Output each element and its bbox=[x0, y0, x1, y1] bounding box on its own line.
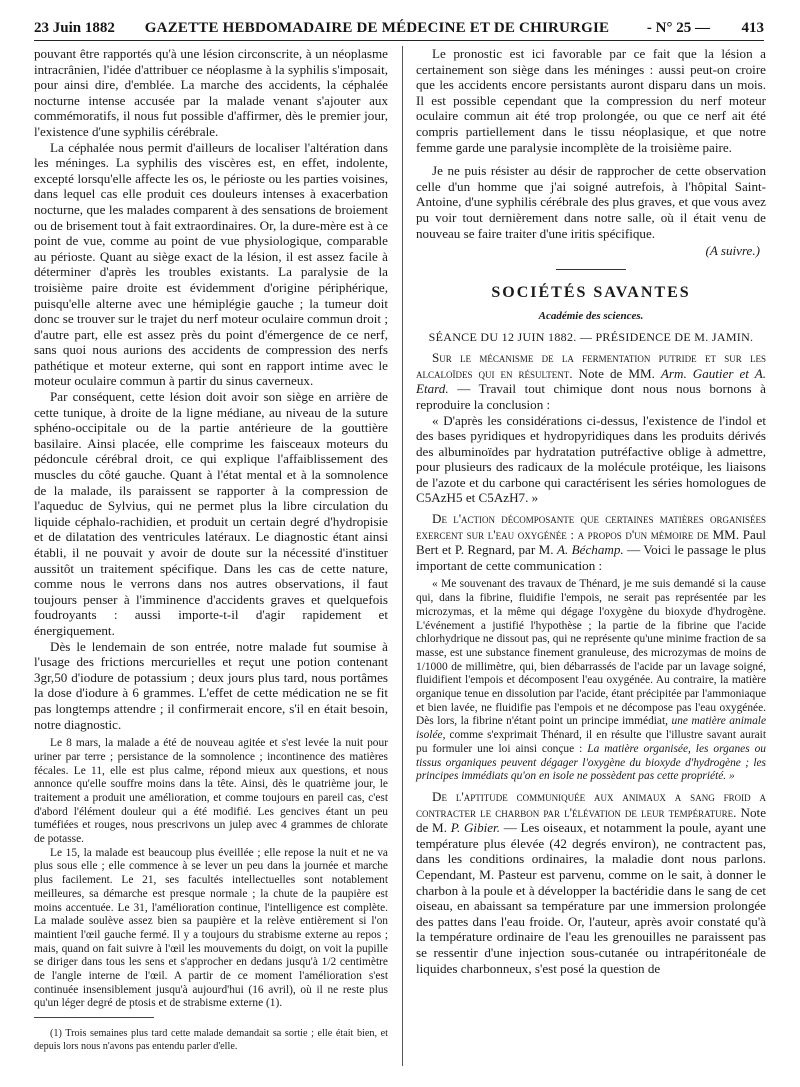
header-title: GAZETTE HEBDOMADAIRE DE MÉDECINE ET DE CHIRURGIE bbox=[144, 19, 610, 36]
to-be-continued: (A suivre.) bbox=[705, 243, 760, 259]
article-body: — Travail tout chimique dont nous nous bornons à reproduire la conclusion : bbox=[416, 381, 766, 412]
paragraph: Je ne puis résister au désir de rapprocher de cette observation celle d'un homme que j'ai soigné autrefois, à l'hôpital Saint-Antoine, d'une syphilis cérébrale des plus graves, et que vous avez pu voir tout dernièrement dans notre salle, où il était venu de nouveau se faire traiter d'une iritis spécifique. bbox=[416, 163, 766, 241]
left-column bbox=[34, 46, 388, 1053]
article-heading: Sur le mécanisme de la fermentation putride et sur les alcaloïdes qui en résultent. bbox=[416, 350, 766, 381]
article-author: P. Gibier. bbox=[450, 820, 500, 836]
session-line: SÉANCE DU 12 JUIN 1882. — PRÉSIDENCE DE M. JAMIN. bbox=[428, 330, 754, 345]
quote-emphasis: une matière animale isolée, bbox=[416, 715, 767, 742]
paragraph: Le pronostic est ici favorable par ce fait que la lésion a certainement son siège dans les méninges : aussi peut-on croire que les accidents encore persistants auront disparu dans un mois. Il est possible cependant que la compression du nerf moteur oculaire commun ait été trop prolongée, ou que ce nerf ait été compris partiellement dans le tissu néoplasique, et que notre femme garde une paralysie incomplète de la troisième paire. bbox=[416, 46, 766, 155]
running-header bbox=[34, 16, 764, 40]
article-body: — Voici le passage le plus important de cette communication : bbox=[416, 542, 766, 573]
article-oxygenated-water bbox=[416, 511, 766, 573]
column-divider bbox=[402, 46, 403, 1066]
header-issue-number: - N° 25 — bbox=[646, 19, 710, 36]
footnote-rule bbox=[34, 1017, 154, 1018]
header-rule bbox=[34, 40, 764, 41]
paragraph: Par conséquent, cette lésion doit avoir son siège en arrière de cette tunique, à droite de la ligne médiane, au niveau de la suture sphéno-occipitale ou de la partie antérieure de la gouttière basilaire. Ainsi placée, elle comprime les faisceaux moteurs du pédoncule cérébral droit, ce qui explique l'affaiblissement des muscles du côté gauche. Quant à l'état mental et à la somnolence de la malade, ils paraissent se rapporter à la compression de l'aqueduc de Sylvius, qui ne permet plus la libre circulation du liquide céphalo-rachidien, et produit un certain degré d'hydropisie et de dilatation des ventricules latéraux. Le diagnostic étant ainsi établi, il ne pouvait y avoir de doute sur la nécessité d'instituer aussitôt un traitement spécifique. Dans les cas de cette nature, comme nous le verrons dans nos autres observations, il faut toujours penser à l'imminence d'accidents graves et quelquefois foudroyants : aussi importe-t-il d'agir rapidement et énergiquement. bbox=[34, 389, 388, 638]
article-heading: De l'action décomposante que certaines matières organisées exercent sur l'eau oxygénée : a propos d'un mémoire de MM. bbox=[416, 511, 766, 542]
article-anthrax bbox=[416, 789, 766, 976]
paragraph: pouvant être rapportés qu'à une lésion circonscrite, à un néoplasme intracrânien, l'idée d'attribuer ce néoplasme à la syphilis s'imposait, pour ainsi dire, d'emblée. La marche des accidents, la céphalée nocturne intense accusée par la malade venant s'ajouter aux commémoratifs, il nous fut possible d'affirmer, dès le premier jour, l'existence d'une syphilis cérébrale. bbox=[34, 46, 388, 139]
paragraph: Le 8 mars, la malade a été de nouveau agitée et s'est levée la nuit pour uriner par terre ; persistance de la somnolence ; incontinence des matières fécales. Le 11, elle est plus calme, répond mieux aux questions, et nous annonce qu'elle souffre moins dans la tête. Ainsi, dès le quatrième jour, le traitement a produit une amélioration, et comme toujours en pareil cas, c'est d'abord l'élément douleur qui a été modifié. Les gencives étant un peu tuméfiées et rouges, nous prescrivons un julep avec 4 grammes de chlorate de potasse. bbox=[34, 737, 388, 846]
quote-text: « Me souvenant des travaux de Thénard, je me suis demandé si la cause qui, dans la fibrine, fluidifie l'empois, ne serait pas représentée par les microzymas, et la même qui dégage l'oxygène du bioxyde d'hydrogène. L'événement a justifié l'hypothèse ; la partie de la fibrine que l'acide chlorhydrique ne dissout pas, qui ne représente qu'une minime fraction de sa masse, est une substance finement granuleuse, des microzymas de moins de 1/1000 de millimètre, qui, bien débarrassés de l'acide par un lavage soigné, fluidifient l'empois et décomposent l'eau oxygénée. Au contraire, la matière organique tenue en dissolution par l'acide, étant précipitée par l'ammoniaque et bien lavée, ne fluidifie pas l'empois et ne décompose pas l'eau oxygénée. Dès lors, la fibrine n'étant point un principe immédiat, bbox=[416, 578, 766, 728]
article-authors: Arm. Gautier et A. Etard. bbox=[416, 365, 766, 397]
quote-emphasis: La matière organisée, les organes ou tissus organiques peuvent dégager l'oxygène du bioxyde d'hydrogène ; les principes immédiats qu'on en isole ne possèdent pas cette propriété. » bbox=[416, 742, 767, 783]
article-author: A. Béchamp. bbox=[556, 542, 624, 558]
header-date: 23 Juin 1882 bbox=[34, 19, 115, 36]
quote-text: comme s'exprimait Thénard, il en résulte que l'illustre savant aurait pu formuler une loi ainsi conçue : bbox=[416, 729, 766, 755]
section-rule bbox=[556, 269, 626, 270]
header-page-number: 413 bbox=[741, 19, 764, 36]
note-label: Note de MM. bbox=[578, 365, 655, 381]
section-subtitle: Académie des sciences. bbox=[538, 310, 644, 323]
footnote: (1) Trois semaines plus tard cette malade demandait sa sortie ; elle était bien, et depuis lors nous n'avons pas entendu parler d'elle. bbox=[34, 1028, 388, 1052]
section-title: SOCIÉTÉS SAVANTES bbox=[491, 284, 691, 302]
article-body: — Les oiseaux, et notamment la poule, ayant une température plus élevée (42 degrés environ), ne contractent pas, dans les conditions ordinaires, la maladie dont nous parlons. Cependant, M. Pasteur est parvenu, comme on le sait, à donner le charbon à la poule et à développer la bactéridie dans le sang de cet oiseau, en abaissant sa température par une immersion prolongée des pattes dans l'eau froide. Or, l'auteur, après avoir constaté qu'à la température ordinaire de l'eau les grenouilles ne paraissent pas se ressentir d'une injection sous-cutanée ou intrapéritonéale de liquides charbonneux, s'est posé la question de bbox=[416, 820, 766, 976]
article-mechanism-fermentation bbox=[416, 350, 766, 412]
right-column bbox=[416, 46, 766, 976]
quote: « D'après les considérations ci-dessus, l'existence de l'indol et des bases pyridiques et hydropyridiques dans les produits dérivés des albuminoïdes par hydratation putréfactive oblige à admettre, pour plusieurs des radicaux de la molécule protéique, les liaisons de l'azote et du carbone qui caractérisent les séries homologues de C5AzH5 et C5AzH7. » bbox=[416, 412, 766, 506]
paragraph: La céphalée nous permit d'ailleurs de localiser l'altération dans les méninges. La syphilis des viscères est, en effet, indolente, excepté lorsqu'elle affecte les os, le périoste ou les parties voisines, dans lequel cas elle produit ces douleurs intenses à exacerbation nocturne, que les malades comparent à des sensations de broiement ou de brisement tout à fait extraordinaires. Or, la dure-mère est à ce point de vue, comme au point de vue physiologique, comparable au périoste. Quant au siège exact de la lésion, il est assez facile à déterminer d'après les troubles existants. La paralysie de la troisième paire droite est évidemment d'origine périphérique, puisqu'elle alterne avec une hémiplégie gauche ; la tumeur doit donc se trouver sur le trajet du nerf moteur oculaire commun droit ; d'autre part, elle est assez près du point d'émergence de ce nerf, sans quoi nous aurions des accidents de compression des nerfs pathétique et moteur externe, qui sont en rapport intime avec le moteur oculaire commun à partir du sinus caverneux. bbox=[34, 139, 388, 389]
note-label: Note de M. bbox=[416, 804, 766, 836]
article-heading: De l'aptitude communiquée aux animaux a sang froid a contracter le charbon par l'élévation de leur température. bbox=[416, 788, 766, 820]
quote bbox=[416, 578, 766, 784]
article-authors-plain: Paul Bert et P. Regnard, par M. bbox=[416, 526, 766, 558]
paragraph: Dès le lendemain de son entrée, notre malade fut soumise à l'usage des frictions mercurielles et reçut une potion contenant 3gr,50 d'iodure de potassium ; deux jours plus tard, nous portâmes la dose d'iodure à 6 grammes. L'effet de cette médication ne se fit pas longtemps attendre ; il confirmerait encore, s'il en était besoin, notre diagnostic. bbox=[34, 638, 388, 732]
paragraph: Le 15, la malade est beaucoup plus éveillée ; elle repose la nuit et ne va plus sous elle ; elle commence à se lever un peu dans la journée et marche plus facilement. Le 21, ses facultés intellectuelles sont notablement meilleures, sa démarche est presque normale ; la chute de la paupière est moins accentuée. Le 31, l'amélioration continue, l'intelligence est complète. La malade soulève assez bien sa paupière et la relève entièrement si l'on maintient l'œil gauche fermé. Il y a toujours du strabisme externe au repos ; mais, quand on fait suivre à l'œil les mouvements du doigt, on voit la pupille se diriger dans tous les sens et s'approcher en dedans jusqu'à 1/2 centimètre de l'angle interne de l'œil. A partir de ce moment l'amélioration s'est continuée insensiblement jusqu'à aujourd'hui (16 avril), où il ne reste plus qu'un léger degré de ptosis et de strabisme externe (1). bbox=[34, 846, 388, 1010]
